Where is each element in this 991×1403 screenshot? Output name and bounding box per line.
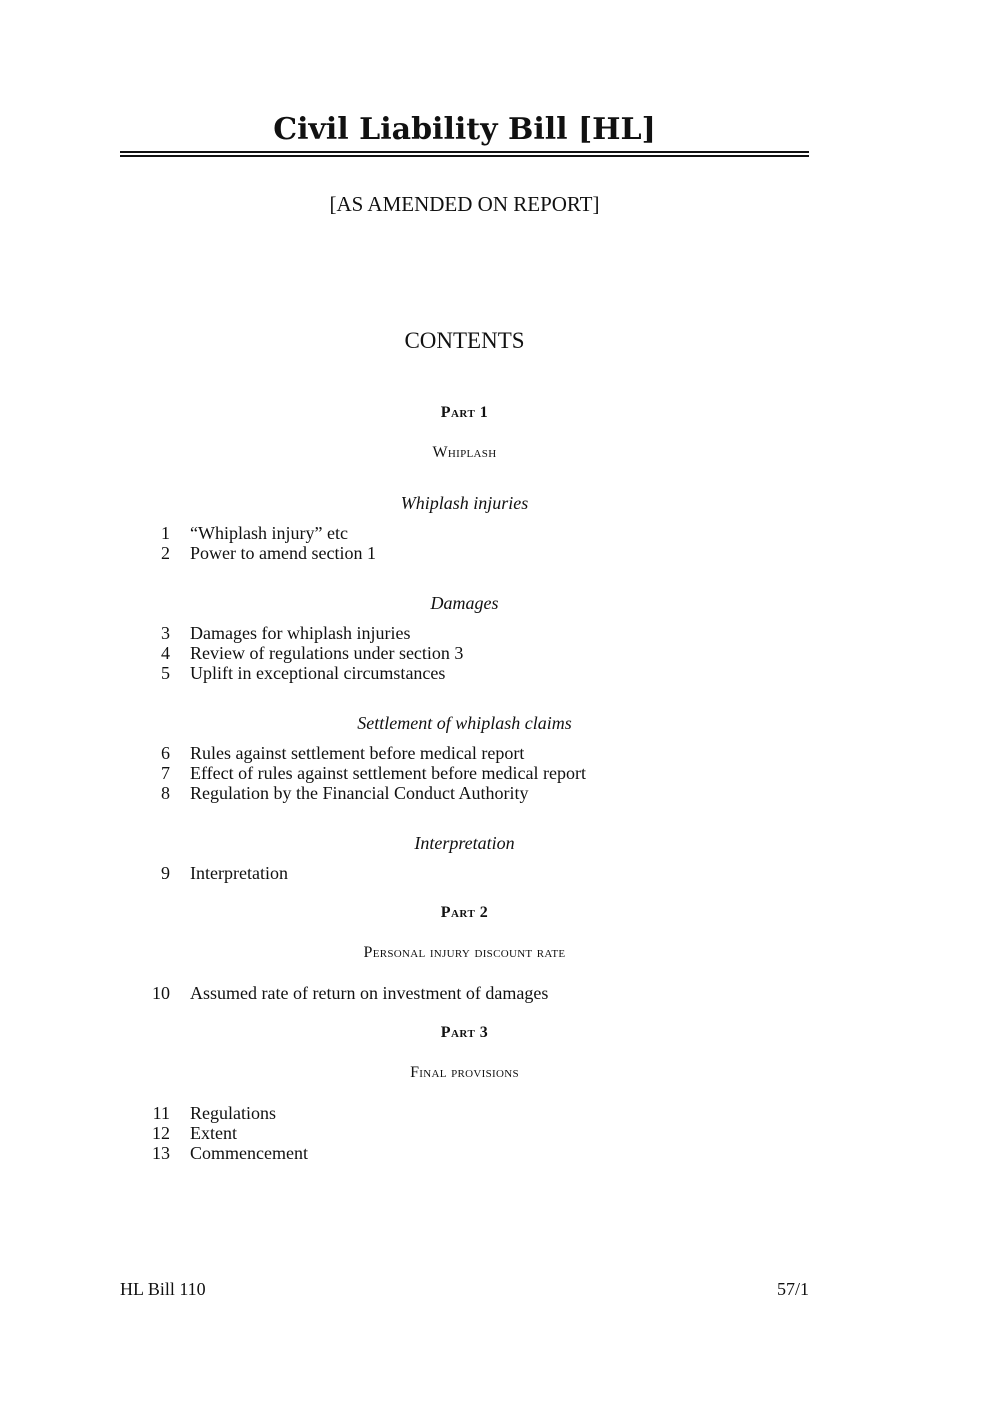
toc-entry-number: 6 — [161, 743, 170, 763]
crossheading-settlement: Settlement of whiplash claims — [357, 713, 572, 733]
part-3-title: Final provisions — [410, 1064, 519, 1081]
bill-title: Civil Liability Bill [HL] — [273, 112, 656, 147]
title-rule-top — [120, 151, 809, 153]
toc-entry-number: 13 — [152, 1143, 170, 1163]
crossheading-interpretation: Interpretation — [414, 833, 515, 853]
toc-entry-label: “Whiplash injury” etc — [190, 523, 348, 543]
part-1-label: Part 1 — [440, 404, 489, 421]
toc-entry-number: 1 — [161, 523, 170, 543]
toc-entry-number: 8 — [161, 783, 170, 803]
toc-entry-number: 10 — [152, 983, 170, 1003]
toc-entry-label: Rules against settlement before medical report — [190, 743, 525, 763]
toc-entry-number: 5 — [161, 663, 170, 683]
toc-entry-label: Regulations — [190, 1103, 276, 1123]
toc-entry-number: 2 — [161, 543, 170, 563]
part-1-title: Whiplash — [432, 444, 497, 461]
toc-entry-label: Regulation by the Financial Conduct Authority — [190, 783, 529, 803]
toc-entry-label: Review of regulations under section 3 — [190, 643, 464, 663]
part-2-title: Personal injury discount rate — [363, 944, 566, 961]
contents-heading: CONTENTS — [404, 328, 525, 353]
crossheading-damages: Damages — [430, 593, 499, 613]
toc-entry-number: 7 — [161, 763, 170, 783]
toc-entry-label: Extent — [190, 1123, 237, 1143]
bill-status: [AS AMENDED ON REPORT] — [329, 192, 600, 216]
part-3-label: Part 3 — [440, 1024, 489, 1041]
toc-entry-number: 11 — [152, 1103, 170, 1123]
toc-entry-number: 4 — [161, 643, 170, 663]
toc-entry-label: Uplift in exceptional circumstances — [190, 663, 446, 683]
toc-entry-label: Commencement — [190, 1143, 308, 1163]
toc-entry-label: Power to amend section 1 — [190, 543, 376, 563]
footer-bill-reference: HL Bill 110 — [120, 1279, 206, 1299]
toc-entry-label: Interpretation — [190, 863, 288, 883]
toc-entry-label: Damages for whiplash injuries — [190, 623, 411, 643]
part-2-label: Part 2 — [440, 904, 489, 921]
title-rule-bottom — [120, 155, 809, 157]
toc-entry-label: Assumed rate of return on investment of damages — [190, 983, 549, 1003]
toc-entry-number: 3 — [161, 623, 170, 643]
footer-page-reference: 57/1 — [776, 1279, 809, 1299]
toc-entry-label: Effect of rules against settlement before medical report — [190, 763, 586, 783]
toc-entry-number: 12 — [152, 1123, 170, 1143]
toc-entry-number: 9 — [161, 863, 170, 883]
crossheading-whiplash-injuries: Whiplash injuries — [400, 493, 529, 513]
